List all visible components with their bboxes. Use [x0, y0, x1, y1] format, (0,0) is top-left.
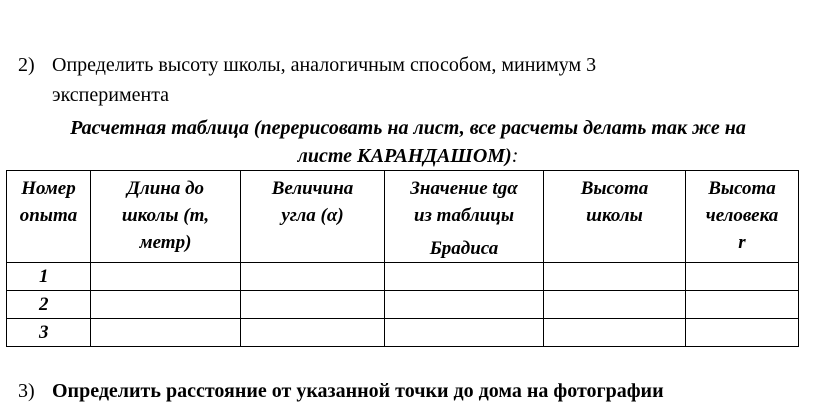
table-cell — [241, 319, 385, 347]
task-2-text-line1: Определить высоту школы, аналогичным способом, минимум 3 — [52, 54, 597, 76]
header-angle: Величина угла (α) — [241, 171, 385, 263]
header-school-height: Высота школы — [544, 171, 686, 263]
table-caption — [0, 114, 816, 170]
caption-line1: Расчетная таблица (перерисовать на лист, все расчеты делать так же на — [70, 117, 746, 139]
table-cell — [241, 263, 385, 291]
table-row — [7, 319, 799, 347]
table-cell — [686, 291, 799, 319]
task-3-number: 3) — [18, 380, 35, 402]
header-distance: Длина до школы (m, метр) — [91, 171, 241, 263]
table-cell — [544, 291, 686, 319]
task-2-number: 2) — [18, 54, 35, 76]
row-number: 3 — [7, 319, 91, 347]
row-number: 1 — [7, 263, 91, 291]
task-2-text-line2: эксперимента — [52, 84, 170, 106]
table-cell — [91, 319, 241, 347]
table-cell — [385, 319, 544, 347]
table-cell — [241, 291, 385, 319]
caption-colon: : — [511, 145, 519, 167]
table-cell — [544, 263, 686, 291]
task-3 — [18, 376, 664, 406]
table-row — [7, 263, 799, 291]
table-cell — [91, 263, 241, 291]
table-header-row — [7, 171, 799, 263]
task-3-text: Определить расстояние от указанной точки до дома на фотографии — [52, 380, 664, 402]
calculation-table — [6, 170, 799, 347]
header-person-height: Высота человека r — [686, 171, 799, 263]
header-experiment-number: Номер опыта — [7, 171, 91, 263]
task-2 — [18, 50, 597, 106]
table-cell — [686, 263, 799, 291]
table-cell — [686, 319, 799, 347]
caption-line2: листе КАРАНДАШОМ) — [297, 145, 512, 167]
row-number: 2 — [7, 291, 91, 319]
table-cell — [91, 291, 241, 319]
table-row — [7, 291, 799, 319]
table-cell — [385, 291, 544, 319]
table-cell — [385, 263, 544, 291]
header-tangent-value: Значение tgα из таблицы Брадиса — [385, 171, 544, 263]
table-cell — [544, 319, 686, 347]
